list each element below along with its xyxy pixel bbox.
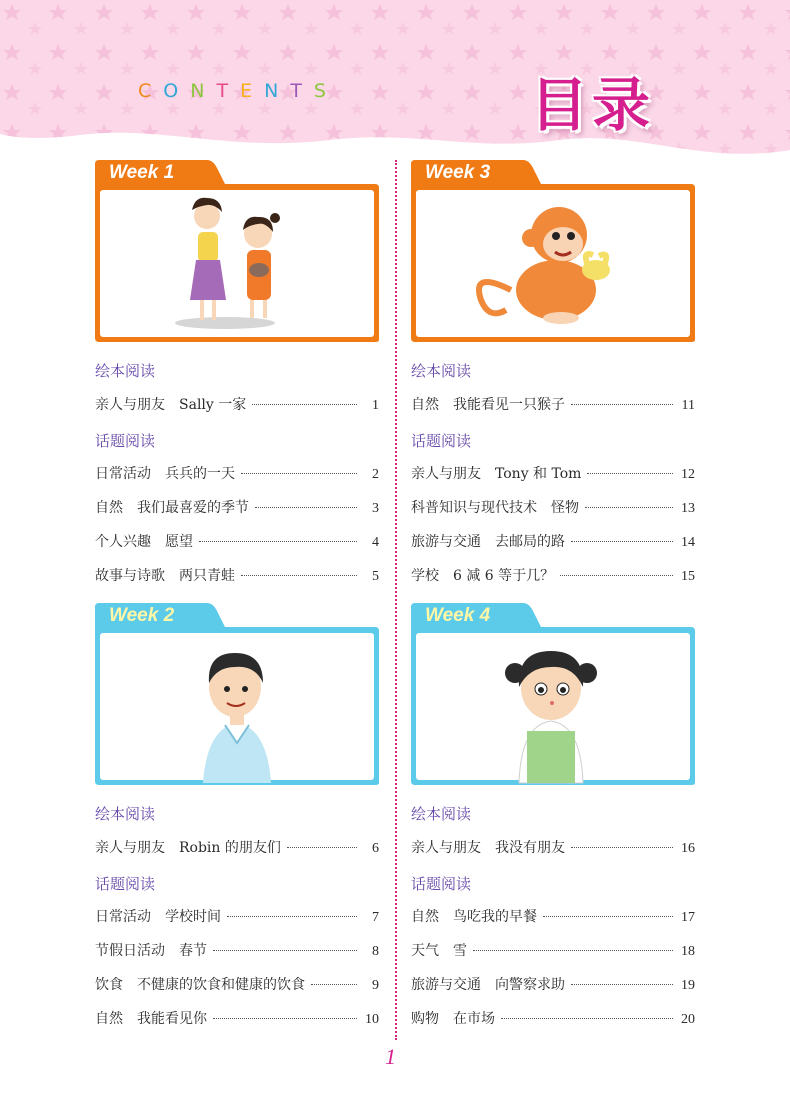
- entry-topic: 购物: [411, 1011, 439, 1027]
- entry-page: 15: [681, 569, 695, 584]
- entry-title: 春节: [179, 943, 207, 959]
- entry-topic: 科普知识与现代技术: [411, 500, 537, 516]
- leader-dots: [571, 541, 673, 542]
- page-title: 目录: [530, 71, 655, 139]
- entry-page: 3: [372, 501, 379, 516]
- entry-title: 愿望: [165, 534, 193, 550]
- entry-topic: 旅游与交通: [411, 534, 481, 550]
- toc-entry[interactable]: [411, 394, 695, 416]
- entry-page: 14: [681, 535, 695, 550]
- leader-dots: [311, 984, 357, 985]
- toc-entry[interactable]: [95, 463, 379, 485]
- week-2-section: [95, 603, 379, 1027]
- leader-dots: [213, 1018, 357, 1019]
- entry-title: 在市场: [453, 1011, 495, 1027]
- topic-reading-heading: 话题阅读: [411, 875, 472, 893]
- entry-title: 鸟吃我的早餐: [453, 909, 537, 925]
- entry-topic: 亲人与朋友: [95, 840, 165, 856]
- leader-dots: [241, 473, 357, 474]
- entry-topic: 日常活动: [95, 466, 151, 482]
- toc-entry[interactable]: [95, 394, 379, 416]
- entry-topic: 饮食: [95, 977, 123, 993]
- entry-title: 怪物: [551, 500, 579, 516]
- contents-letter: S: [313, 80, 338, 102]
- leader-dots: [287, 847, 357, 848]
- picture-reading-heading: 绘本阅读: [411, 362, 472, 380]
- week-label: Week 2: [109, 605, 175, 626]
- toc-entry[interactable]: [411, 497, 695, 519]
- topic-reading-heading: 话题阅读: [95, 432, 156, 450]
- leader-dots: [473, 950, 673, 951]
- entry-page: 11: [681, 398, 695, 413]
- week-label: Week 1: [109, 162, 175, 183]
- page-number: 1: [385, 1044, 396, 1069]
- toc-entry[interactable]: [411, 974, 695, 996]
- entry-title: 两只青蛙: [179, 568, 235, 584]
- toc-entry[interactable]: [411, 1008, 695, 1030]
- entry-topic: 自然: [95, 500, 123, 516]
- contents-letter: N: [190, 80, 217, 102]
- week-label: Week 4: [425, 605, 491, 626]
- week-4-section: [411, 603, 695, 1027]
- leader-dots: [571, 847, 673, 848]
- toc-entry[interactable]: [411, 565, 695, 587]
- leader-dots: [199, 541, 357, 542]
- header-background: [0, 0, 790, 175]
- entry-topic: 自然: [95, 1011, 123, 1027]
- contents-letter: N: [264, 80, 291, 102]
- entry-topic: 自然: [411, 397, 439, 413]
- entry-title: 我们最喜爱的季节: [137, 500, 249, 516]
- toc-entry[interactable]: [411, 531, 695, 553]
- entry-title: 向警察求助: [495, 977, 565, 993]
- girl-with-apron-illustration: [411, 603, 695, 785]
- entry-page: 7: [372, 910, 379, 925]
- column-divider: [395, 160, 397, 1040]
- entry-topic: 日常活动: [95, 909, 151, 925]
- two-girls-illustration: [95, 160, 379, 342]
- week-1-section: [95, 160, 379, 584]
- contents-letter: T: [290, 80, 314, 102]
- entry-topic: 自然: [411, 909, 439, 925]
- contents-letter: E: [240, 80, 265, 102]
- contents-letter: O: [163, 80, 191, 102]
- toc-entry[interactable]: [95, 940, 379, 962]
- leader-dots: [587, 473, 673, 474]
- leader-dots: [543, 916, 673, 917]
- toc-entry[interactable]: [95, 906, 379, 928]
- leader-dots: [571, 984, 673, 985]
- entry-title: 我没有朋友: [495, 840, 565, 856]
- entry-page: 10: [365, 1012, 379, 1027]
- week-card: [411, 160, 695, 342]
- toc-entry[interactable]: [95, 531, 379, 553]
- entry-title: Tony 和 Tom: [495, 466, 582, 482]
- entry-title: 兵兵的一天: [165, 466, 235, 482]
- entry-page: 18: [681, 944, 695, 959]
- toc-entry[interactable]: [411, 463, 695, 485]
- week-card: [95, 603, 379, 785]
- entry-page: 13: [681, 501, 695, 516]
- entry-topic: 学校: [411, 568, 439, 584]
- boy-illustration: [95, 603, 379, 785]
- week-card: [95, 160, 379, 342]
- week-label: Week 3: [425, 162, 491, 183]
- entry-page: 9: [372, 978, 379, 993]
- entry-page: 20: [681, 1012, 695, 1027]
- entry-title: Sally 一家: [179, 397, 247, 413]
- toc-entry[interactable]: [411, 940, 695, 962]
- contents-letter: C: [138, 80, 164, 102]
- entry-page: 16: [681, 841, 695, 856]
- entry-page: 8: [372, 944, 379, 959]
- toc-entry[interactable]: [411, 837, 695, 859]
- toc-entry[interactable]: [95, 1008, 379, 1030]
- contents-letter: T: [216, 80, 241, 102]
- leader-dots: [571, 404, 673, 405]
- entry-title: 6 减 6 等于几？: [453, 568, 555, 584]
- entry-page: 5: [372, 569, 379, 584]
- leader-dots: [227, 916, 357, 917]
- entry-topic: 个人兴趣: [95, 534, 151, 550]
- leader-dots: [252, 404, 357, 405]
- monkey-illustration: [411, 160, 695, 342]
- leader-dots: [585, 507, 673, 508]
- entry-title: 我能看见你: [137, 1011, 207, 1027]
- contents-wordmark: [138, 80, 338, 102]
- entry-page: 19: [681, 978, 695, 993]
- entry-title: 学校时间: [165, 909, 221, 925]
- leader-dots: [213, 950, 357, 951]
- entry-page: 1: [372, 398, 379, 413]
- entry-title: 不健康的饮食和健康的饮食: [137, 977, 305, 993]
- leader-dots: [501, 1018, 673, 1019]
- entry-topic: 故事与诗歌: [95, 568, 165, 584]
- leader-dots: [241, 575, 357, 576]
- entry-page: 17: [681, 910, 695, 925]
- toc-entry[interactable]: [95, 497, 379, 519]
- toc-entry[interactable]: [411, 906, 695, 928]
- topic-reading-heading: 话题阅读: [411, 432, 472, 450]
- entry-title: 雪: [453, 943, 467, 959]
- toc-entry[interactable]: [95, 837, 379, 859]
- entry-topic: 亲人与朋友: [411, 840, 481, 856]
- entry-title: Robin 的朋友们: [179, 840, 281, 856]
- page-header: [0, 0, 790, 175]
- week-card: [411, 603, 695, 785]
- entry-page: 12: [681, 467, 695, 482]
- entry-page: 4: [372, 535, 379, 550]
- toc-entry[interactable]: [95, 565, 379, 587]
- entry-topic: 天气: [411, 943, 439, 959]
- leader-dots: [560, 575, 673, 576]
- picture-reading-heading: 绘本阅读: [95, 805, 156, 823]
- entry-topic: 旅游与交通: [411, 977, 481, 993]
- entry-page: 6: [372, 841, 379, 856]
- week-3-section: [411, 160, 695, 584]
- entry-topic: 亲人与朋友: [95, 397, 165, 413]
- leader-dots: [255, 507, 357, 508]
- entry-title: 去邮局的路: [495, 534, 565, 550]
- picture-reading-heading: 绘本阅读: [95, 362, 156, 380]
- entry-title: 我能看见一只猴子: [453, 397, 565, 413]
- entry-topic: 亲人与朋友: [411, 466, 481, 482]
- entry-topic: 节假日活动: [95, 943, 165, 959]
- picture-reading-heading: 绘本阅读: [411, 805, 472, 823]
- topic-reading-heading: 话题阅读: [95, 875, 156, 893]
- entry-page: 2: [372, 467, 379, 482]
- toc-entry[interactable]: [95, 974, 379, 996]
